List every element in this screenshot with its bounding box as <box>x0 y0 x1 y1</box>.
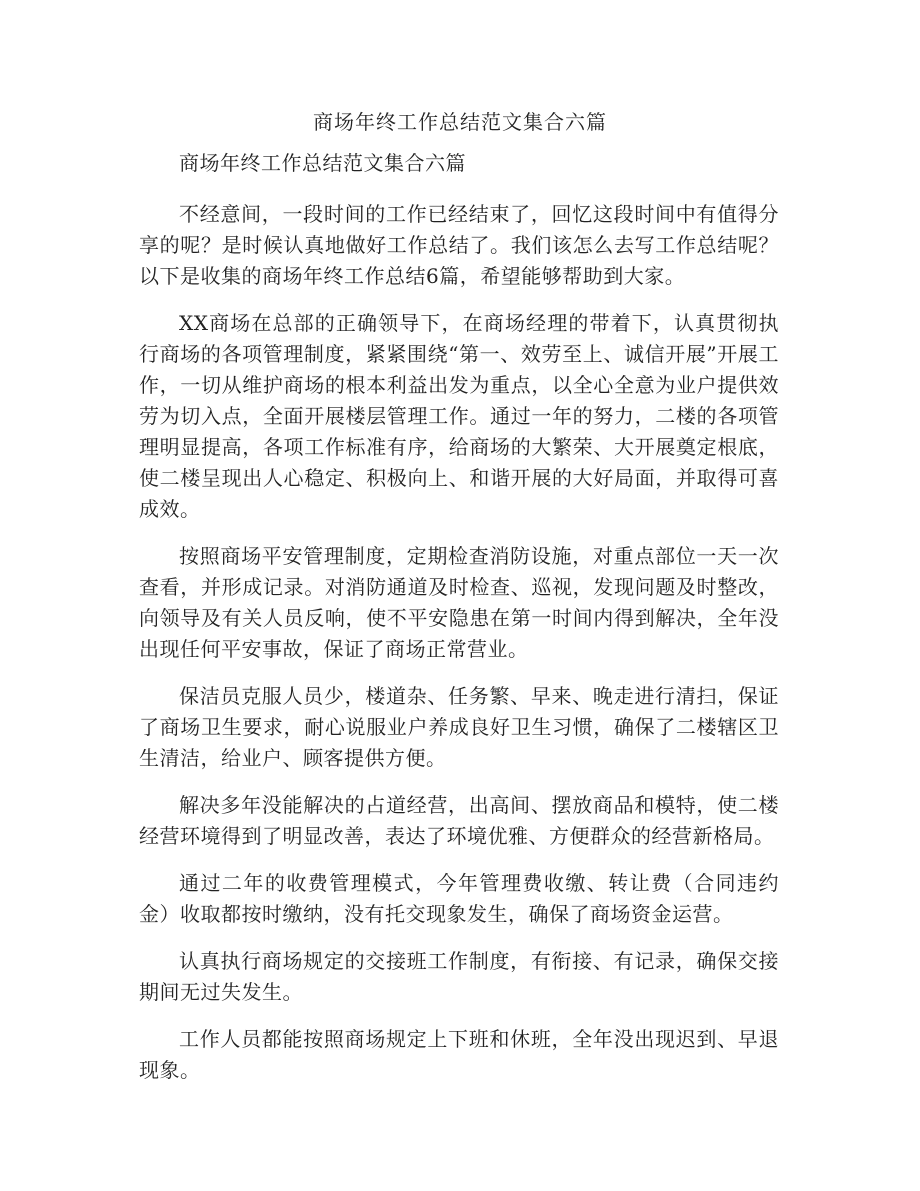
paragraph-safety: 按照商场平安管理制度，定期检查消防设施，对重点部位一天一次查看，并形成记录。对消防通道及时检查、巡视，发现问题及时整改，向领导及有关人员反响，使不平安隐患在第一时间内得到解决，全年没出现任何平安事故，保证了商场正常营业。 <box>139 544 779 661</box>
document-body <box>139 148 779 1102</box>
paragraph-environment: 解决多年没能解决的占道经营，出高间、摆放商品和模特，使二楼经营环境得到了明显改善，表达了环境优雅、方便群众的经营新格局。 <box>139 793 779 848</box>
paragraph-management: XX商场在总部的正确领导下，在商场经理的带着下，认真贯彻执行商场的各项管理制度，紧紧围绕“第一、效劳至上、诚信开展”开展工作，一切从维护商场的根本利益出发为重点，以全心全意为业户提供效劳为切入点，全面开展楼层管理工作。通过一年的努力，二楼的各项管理明显提高，各项工作标准有序，给商场的大繁荣、大开展奠定根底，使二楼呈现出人心稳定、积极向上、和谐开展的大好局面，并取得可喜成效。 <box>139 311 779 521</box>
document-subtitle: 商场年终工作总结范文集合六篇 <box>179 151 466 175</box>
paragraph-fees: 通过二年的收费管理模式，今年管理费收缴、转让费（合同违约金）收取都按时缴纳，没有托交现象发生，确保了商场资金运营。 <box>139 871 779 926</box>
document-title: 商场年终工作总结范文集合六篇 <box>313 110 607 134</box>
paragraph-shift: 认真执行商场规定的交接班工作制度，有衔接、有记录，确保交接期间无过失发生。 <box>139 949 779 1004</box>
paragraph-attendance: 工作人员都能按照商场规定上下班和休班，全年没出现迟到、早退现象。 <box>139 1027 779 1082</box>
paragraph-cleaning: 保洁员克服人员少，楼道杂、任务繁、早来、晚走进行清扫，保证了商场卫生要求，耐心说服业户养成良好卫生习惯，确保了二楼辖区卫生清洁，给业户、顾客提供方便。 <box>139 684 779 770</box>
paragraph-intro: 不经意间，一段时间的工作已经结束了，回忆这段时间中有值得分享的呢？是时候认真地做好工作总结了。我们该怎么去写工作总结呢？以下是收集的商场年终工作总结6篇，希望能够帮助到大家。 <box>139 202 779 288</box>
